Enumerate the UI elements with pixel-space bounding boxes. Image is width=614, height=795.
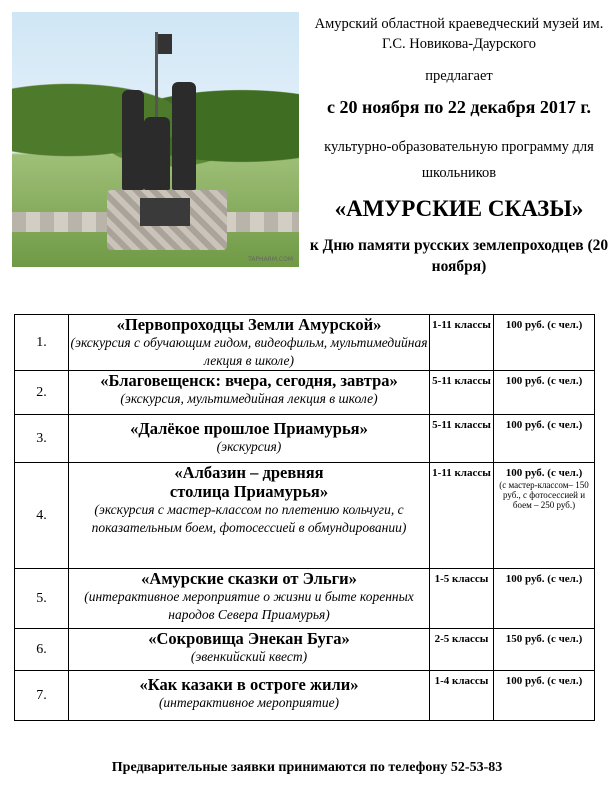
program-description: культурно-образовательную программу для школьников bbox=[324, 139, 594, 181]
event-description: (интерактивное мероприятие о жизни и быте коренных народов Севера Приамурья) bbox=[84, 589, 414, 622]
table-row bbox=[15, 371, 595, 415]
event-number: 3. bbox=[15, 415, 69, 463]
event-classes: 2-5 классы bbox=[430, 629, 494, 671]
event-number: 2. bbox=[15, 371, 69, 415]
table-row bbox=[15, 463, 595, 569]
event-description: (экскурсия, мультимедийная лекция в школе) bbox=[120, 391, 378, 406]
museum-name: Амурский областной краеведческий музей им. Г.С. Новикова-Даурского bbox=[314, 16, 604, 52]
event-price: 100 руб. (с чел.) bbox=[494, 569, 595, 629]
event-cell bbox=[69, 371, 430, 415]
event-cell bbox=[69, 569, 430, 629]
program-title: «АМУРСКИЕ СКАЗЫ» bbox=[334, 196, 584, 221]
event-number: 5. bbox=[15, 569, 69, 629]
event-price: 150 руб. (с чел.) bbox=[494, 629, 595, 671]
event-number: 6. bbox=[15, 629, 69, 671]
event-description: (экскурсия с обучающим гидом, видеофильм, мультимедийная лекция в школе) bbox=[70, 335, 428, 368]
event-cell bbox=[69, 671, 430, 721]
memorial-day: к Дню памяти русских землепроходцев (20 ноября) bbox=[309, 237, 609, 275]
event-name: «Сокровища Энекан Буга» bbox=[148, 629, 350, 648]
event-number: 7. bbox=[15, 671, 69, 721]
table-row bbox=[15, 569, 595, 629]
offers-text: предлагает bbox=[425, 68, 493, 84]
event-name: «Благовещенск: вчера, сегодня, завтра» bbox=[100, 371, 398, 390]
event-number: 4. bbox=[15, 463, 69, 569]
table-row bbox=[15, 671, 595, 721]
photo-caption: TAPHARM.COM bbox=[248, 256, 293, 263]
table-row bbox=[15, 315, 595, 371]
table-row bbox=[15, 415, 595, 463]
footer-note: Предварительные заявки принимаются по телефону 52-53-83 bbox=[111, 760, 503, 775]
event-cell bbox=[69, 315, 430, 371]
statue-figure-center bbox=[144, 117, 170, 190]
event-price: 100 руб. (с чел.) bbox=[494, 415, 595, 463]
event-price-note: (с мастер-классом– 150 руб., с фотосессией и боем – 250 руб.) bbox=[499, 480, 589, 510]
event-classes: 5-11 классы bbox=[430, 371, 494, 415]
event-classes: 1-11 классы bbox=[430, 463, 494, 569]
statue-figure-left bbox=[122, 90, 144, 190]
event-name: «Далёкое прошлое Приамурья» bbox=[130, 419, 368, 438]
event-price: 100 руб. (с чел.) bbox=[494, 315, 595, 371]
event-description: (эвенкийский квест) bbox=[190, 649, 308, 664]
event-price: 100 руб. (с чел.) bbox=[494, 371, 595, 415]
event-name: «Амурские сказки от Эльги» bbox=[141, 569, 357, 588]
event-name: «Албазин – древняя столица Приамурья» bbox=[169, 463, 329, 501]
event-name: «Первопроходцы Земли Амурской» bbox=[116, 315, 382, 334]
statue-figure-right bbox=[172, 82, 196, 190]
event-cell bbox=[69, 415, 430, 463]
flag bbox=[158, 34, 172, 54]
event-price: 100 руб. (с чел.) bbox=[505, 467, 583, 479]
event-description: (экскурсия) bbox=[216, 439, 282, 454]
events-table bbox=[14, 314, 595, 721]
event-number: 1. bbox=[15, 315, 69, 371]
event-price: 100 руб. (с чел.) bbox=[494, 671, 595, 721]
event-price-cell bbox=[494, 463, 595, 569]
event-cell bbox=[69, 629, 430, 671]
event-name: «Как казаки в остроге жили» bbox=[139, 675, 359, 694]
event-description: (экскурсия с мастер-классом по плетению кольчуги, с показательным боем, фотосессией в обмундировании) bbox=[91, 502, 407, 535]
table-row bbox=[15, 629, 595, 671]
event-classes: 5-11 классы bbox=[430, 415, 494, 463]
date-range: с 20 ноября по 22 декабря 2017 г. bbox=[327, 97, 591, 117]
monument-plaque bbox=[140, 198, 190, 226]
event-classes: 1-5 классы bbox=[430, 569, 494, 629]
event-classes: 1-4 классы bbox=[430, 671, 494, 721]
event-classes: 1-11 классы bbox=[430, 315, 494, 371]
monument-photo bbox=[12, 12, 299, 267]
event-description: (интерактивное мероприятие) bbox=[158, 695, 340, 710]
event-cell bbox=[69, 463, 430, 569]
